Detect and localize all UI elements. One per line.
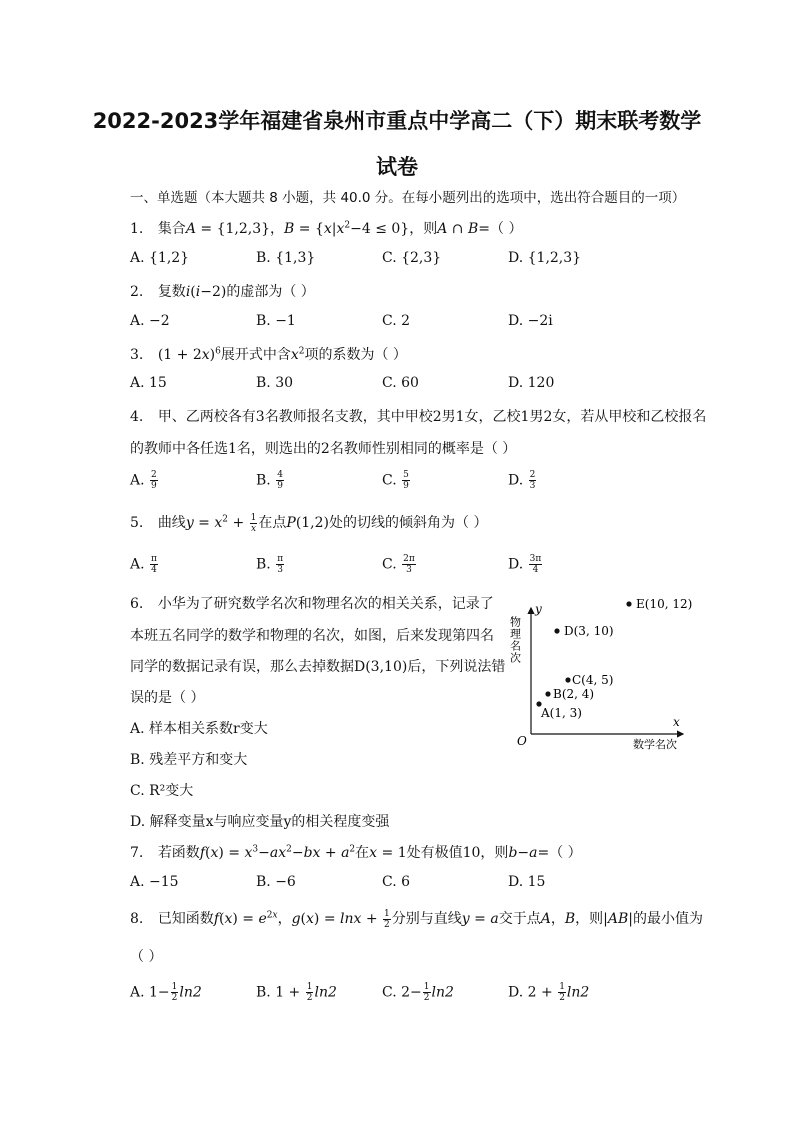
q1-option-d: D. {1,2,3} [508, 250, 582, 266]
point-label-d: D(3, 10) [564, 624, 614, 638]
q2-option-b: B. −1 [256, 313, 296, 329]
q2-option-c: C. 2 [382, 313, 411, 329]
q6-option-c: C. R²变大 [130, 783, 194, 799]
q7-option-c: C. 6 [382, 874, 411, 890]
y-axis-label: 物理名次 [508, 616, 522, 664]
q4-option-b: B. $\frac{4}{9}$ [256, 470, 283, 491]
point-label-c: C(4, 5) [572, 673, 614, 687]
point-b [545, 691, 550, 696]
q8-option-a: A. 1− $\frac{1}{2}$ ln2 [130, 982, 202, 1003]
q7-option-b: B. −6 [256, 874, 296, 890]
origin-label: O [517, 734, 527, 748]
question-1: 1. 集合A = {1,2,3}，$B = \{x|x^2-4 \le 0\}$，则A ∩ B=（ ） [130, 220, 523, 237]
q3-option-c: C. 60 [382, 375, 419, 391]
title-line-1: 2022-2023学年福建省泉州市重点中学高二（下）期末联考数学 [92, 109, 702, 133]
q6-option-d: D. 解释变量x与响应变量y的相关程度变强 [130, 814, 390, 830]
q7-number: 7. [130, 845, 144, 861]
q3-option-d: D. 120 [508, 375, 555, 391]
q2-number: 2. [130, 284, 144, 300]
q7-option-a: A. −15 [130, 874, 179, 890]
q3-number: 3. [130, 347, 144, 363]
q6-number: 6. [130, 596, 144, 612]
q5-option-d: D. $\frac{3\pi}{4}$ [508, 554, 542, 575]
q4-number: 4. [130, 409, 144, 425]
question-8: 8. 已知函数$f(x) = e^{2x}$，g(x) = lnx + $\frac{1}{2}$ 分别与直线y = a交于点A，B，则|AB|的最小值为 [130, 908, 703, 930]
question-6-line-3: 同学的数据记录有误，那么去掉数据D(3,10)后，下列说法错 [130, 659, 506, 675]
point-label-e: E(10, 12) [636, 597, 693, 611]
q2-option-a: A. −2 [130, 313, 170, 329]
question-7: 7. 若函数$f(x) = x^3-ax^2-bx + a^2$在x = 1处有极值10，则b−a=（ ） [130, 844, 582, 861]
question-4-line-2: 的教师中各任选1名，则选出的2名教师性别相同的概率是（ ） [130, 441, 517, 457]
q1-option-c: C. {2,3} [382, 250, 442, 266]
q7-option-d: D. 15 [508, 874, 546, 890]
x-axis-symbol: x [673, 715, 680, 729]
title-line-2: 试卷 [376, 155, 418, 179]
q5-option-b: B. $\frac{\pi}{3}$ [256, 554, 284, 575]
section-heading: 一、单选题（本大题共 8 小题，共 40.0 分。在每小题列出的选项中，选出符合题目的一项） [130, 190, 686, 206]
y-axis-symbol: y [535, 602, 542, 616]
question-4: 4. 甲、乙两校各有3名教师报名支教，其中甲校2男1女，乙校1男2女，若从甲校和乙校报名 [130, 409, 707, 425]
q4-option-c: C. $\frac{5}{9}$ [382, 470, 409, 491]
q5-option-c: C. $\frac{2\pi}{3}$ [382, 554, 415, 575]
q8-option-d: D. 2 + $\frac{1}{2}$ ln2 [508, 982, 590, 1003]
q2-option-d: D. −2i [508, 313, 553, 329]
q8-option-c: C. 2− $\frac{1}{2}$ ln2 [382, 982, 454, 1003]
question-3: 3. $(1 + 2x)^6$展开式中含$x^2$项的系数为（ ） [130, 346, 407, 363]
q3-option-a: A. 15 [130, 375, 167, 391]
q3-option-b: B. 30 [256, 375, 294, 391]
question-8-line-2: （ ） [130, 949, 163, 965]
q1-option-a: A. {1,2} [130, 250, 190, 266]
q4-option-a: A. $\frac{2}{9}$ [130, 470, 157, 491]
question-5: 5. 曲线$y = x^2$ + $\frac{1}{x}$ 在点P(1,2)处的切线的倾斜角为（ ） [130, 512, 488, 534]
q1-number: 1. [130, 221, 144, 237]
point-e [626, 601, 631, 606]
point-label-b: B(2, 4) [553, 687, 595, 701]
q5-number: 5. [130, 515, 144, 531]
q6-option-b: B. 残差平方和变大 [130, 752, 248, 768]
q8-option-b: B. 1 + $\frac{1}{2}$ ln2 [256, 982, 337, 1003]
point-d [554, 628, 559, 633]
q1-option-b: B. {1,3} [256, 250, 316, 266]
x-axis-label: 数学名次 [633, 738, 677, 751]
q6-option-a: A. 样本相关系数r变大 [130, 721, 268, 737]
question-2: 2. 复数i(i−2)的虚部为（ ） [130, 284, 315, 300]
question-6: 6. 小华为了研究数学名次和物理名次的相关关系，记录了 [130, 596, 494, 612]
point-label-a: A(1, 3) [541, 706, 582, 720]
question-6-line-4: 误的是（ ） [130, 690, 205, 706]
exam-title [90, 98, 704, 190]
point-c [565, 677, 570, 682]
scatter-figure [505, 594, 705, 759]
q4-option-d: D. $\frac{2}{3}$ [508, 470, 536, 491]
q5-option-a: A. $\frac{\pi}{4}$ [130, 554, 157, 575]
q8-number: 8. [130, 911, 144, 927]
question-6-line-2: 本班五名同学的数学和物理的名次，如图，后来发现第四名 [130, 628, 494, 644]
